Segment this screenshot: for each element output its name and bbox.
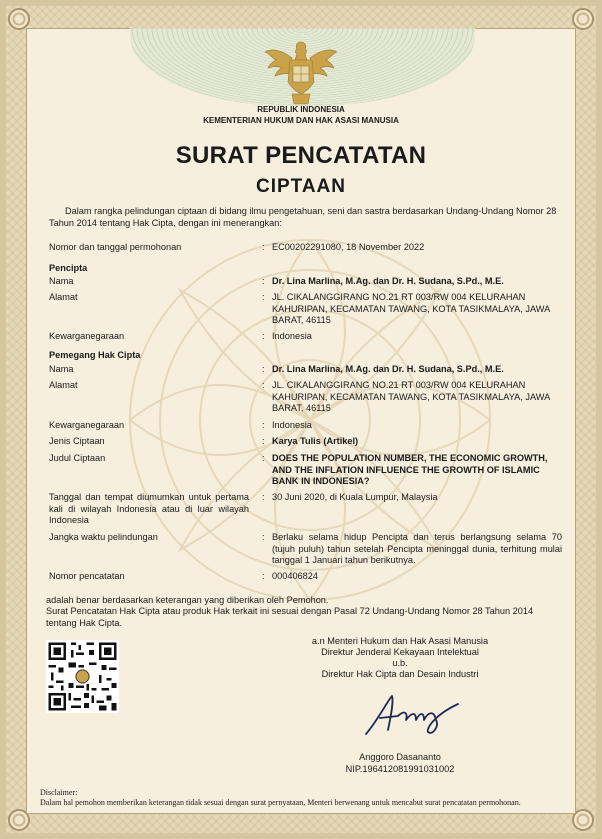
garuda-emblem-icon xyxy=(262,38,340,108)
corner-ornament-top-right xyxy=(572,8,594,30)
holder-name-label: Nama xyxy=(49,364,74,374)
signatory-line-4: Direktur Hak Cipta dan Desain Industri xyxy=(321,669,479,679)
intro-paragraph: Dalam rangka pelindungan ciptaan di bidang ilmu pengetahuan, seni dan sastra berdasarkan Undang-Undang Nomor 28 Tahun 2014 tentang Hak Cipta, dengan ini menerangkan: xyxy=(49,206,557,228)
signatory-line-3: u.b. xyxy=(392,658,408,668)
colon: : xyxy=(262,331,265,341)
colon: : xyxy=(262,571,265,581)
closing-statement: adalah benar berdasarkan keterangan yang diberikan oleh Pemohon. xyxy=(46,595,329,605)
colon: : xyxy=(262,276,265,286)
document-subtitle: CIPTAAN xyxy=(255,176,347,197)
document-title: SURAT PENCATATAN xyxy=(175,142,427,169)
record-number-value: 000406824 xyxy=(272,571,318,581)
work-title-label: Judul Ciptaan xyxy=(49,453,106,463)
creator-nationality-label: Kewarganegaraan xyxy=(49,331,125,341)
holder-address-value: JL. CIKALANGGIRANG NO.21 RT 003/RW 004 KELURAHAN KAHURIPAN, KECAMATAN TAWANG, KOTA TASIKMALAYA, JAWA BARAT, 46115 xyxy=(272,380,550,413)
colon: : xyxy=(262,242,265,252)
publication-value: 30 Juni 2020, di Kuala Lumpur, Malaysia xyxy=(272,492,438,502)
colon: : xyxy=(262,532,265,542)
colon: : xyxy=(262,420,265,430)
application-value: EC00202291080, 18 November 2022 xyxy=(272,242,425,252)
disclaimer-text: Dalam hal pemohon memberikan keterangan tidak sesuai dengan surat pernyataan, Menteri berwenang untuk mencabut surat pencatatan permohonan. xyxy=(40,798,521,807)
creator-section-heading: Pencipta xyxy=(49,263,88,273)
creator-name-label: Nama xyxy=(49,276,74,286)
creator-address-value: JL. CIKALANGGIRANG NO.21 RT 003/RW 004 KELURAHAN KAHURIPAN, KECAMATAN TAWANG, KOTA TASIKMALAYA, JAWA BARAT, 46115 xyxy=(272,292,550,325)
protection-value: Berlaku selama hidup Pencipta dan terus berlangsung selama 70 (tujuh puluh) tahun setelah Pencipta meninggal dunia, terhitung mulai tanggal 1 Januari tahun berikutnya. xyxy=(272,532,562,565)
holder-address-label: Alamat xyxy=(49,380,78,390)
disclaimer-title: Disclaimer: xyxy=(40,788,78,797)
creator-address-label: Alamat xyxy=(49,292,78,302)
work-type-label: Jenis Ciptaan xyxy=(49,436,105,446)
holder-name-value: Dr. Lina Marlina, M.Ag. dan Dr. H. Sudana, S.Pd., M.E. xyxy=(272,364,504,374)
colon: : xyxy=(262,453,265,463)
legal-basis: Surat Pencatatan Hak Cipta atau produk Hak terkait ini sesuai dengan Pasal 72 Undang-Undang Nomor 28 Tahun 2014 tentang Hak Cipta. xyxy=(46,606,534,628)
colon: : xyxy=(262,436,265,446)
publication-label: Tanggal dan tempat diumumkan untuk pertama kali di wilayah Indonesia atau di luar wilayah Indonesia xyxy=(49,492,249,525)
work-type-value: Karya Tulis (Artikel) xyxy=(272,436,359,446)
signatory-line-2: Direktur Jenderal Kekayaan Intelektual xyxy=(321,647,479,657)
protection-label: Jangka waktu pelindungan xyxy=(49,532,158,542)
holder-section-heading: Pemegang Hak Cipta xyxy=(49,350,141,360)
creator-name-value: Dr. Lina Marlina, M.Ag. dan Dr. H. Sudana, S.Pd., M.E. xyxy=(272,276,504,286)
colon: : xyxy=(262,380,265,390)
holder-nationality-label: Kewarganegaraan xyxy=(49,420,125,430)
signatory-name: Anggoro Dasananto xyxy=(359,752,441,762)
country-name: REPUBLIK INDONESIA xyxy=(257,105,345,114)
creator-nationality-value: Indonesia xyxy=(272,331,312,341)
signature xyxy=(358,690,468,740)
application-label: Nomor dan tanggal permohonan xyxy=(49,242,182,252)
signatory-line-1: a.n Menteri Hukum dan Hak Asasi Manusia xyxy=(311,636,489,646)
signatory-nip: NIP.196412081991031002 xyxy=(345,764,455,774)
ministry-name: KEMENTERIAN HUKUM DAN HAK ASASI MANUSIA xyxy=(203,116,399,125)
record-number-label: Nomor pencatatan xyxy=(49,571,125,581)
holder-nationality-value: Indonesia xyxy=(272,420,312,430)
corner-ornament-top-left xyxy=(8,8,30,30)
qr-code-icon xyxy=(46,640,119,713)
colon: : xyxy=(262,492,265,502)
colon: : xyxy=(262,292,265,302)
colon: : xyxy=(262,364,265,374)
work-title-value: DOES THE POPULATION NUMBER, THE ECONOMIC GROWTH, AND THE INFLATION INFLUENCE THE GROWTH OF ISLAMIC BANK IN INDONESIA? xyxy=(272,453,548,486)
